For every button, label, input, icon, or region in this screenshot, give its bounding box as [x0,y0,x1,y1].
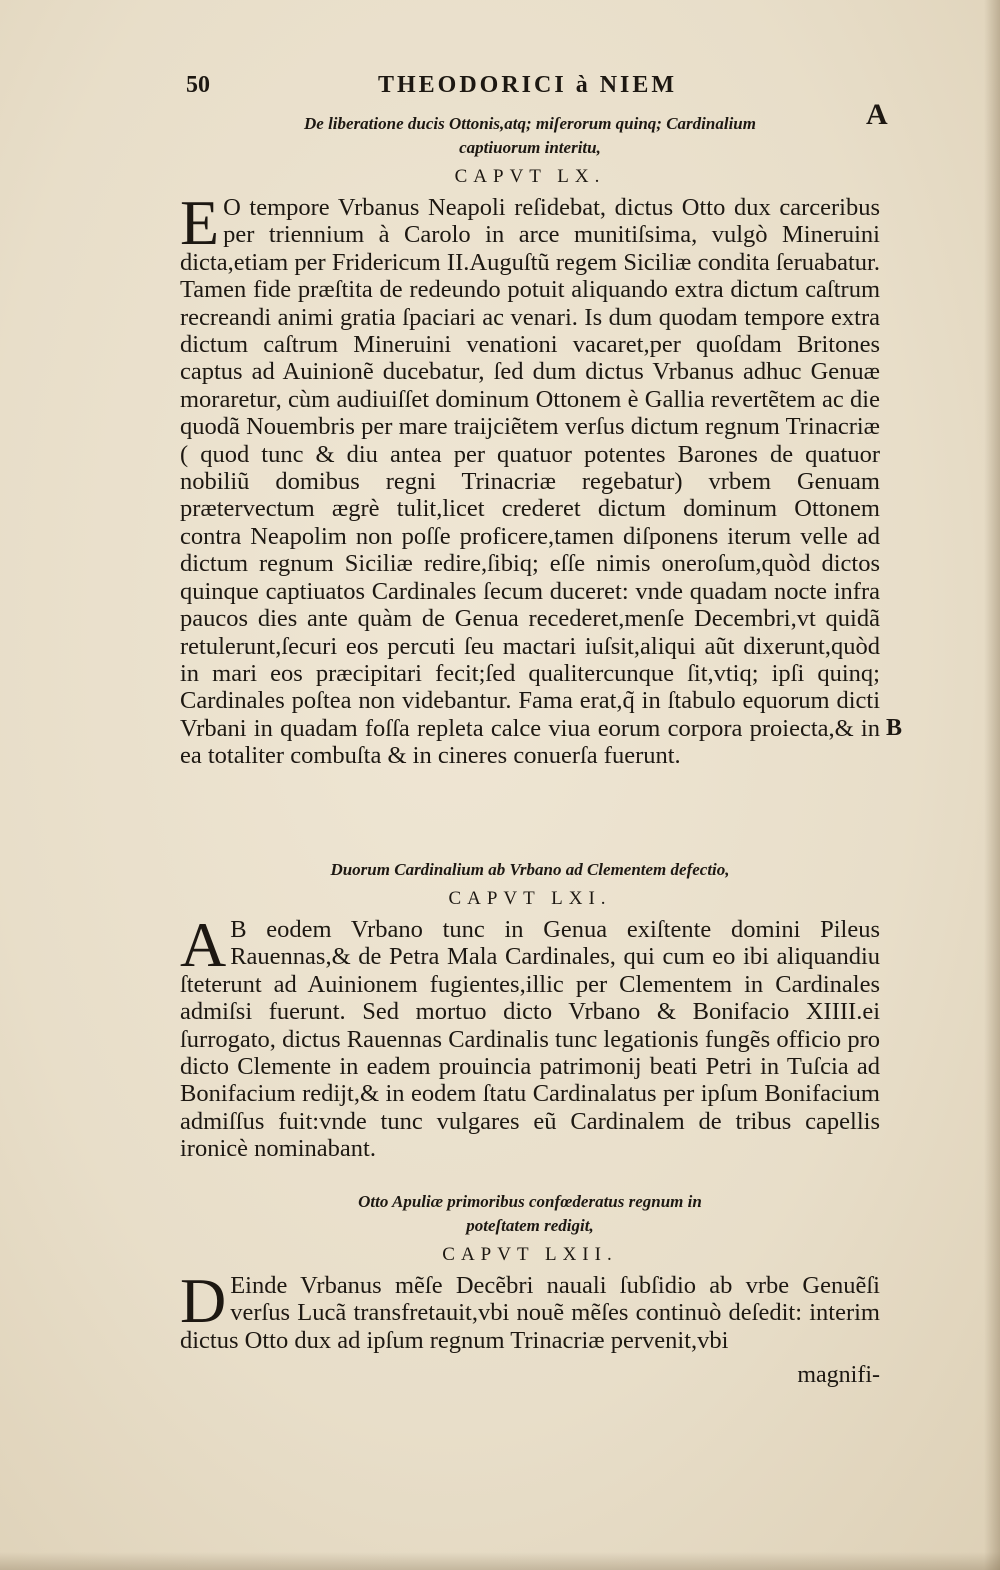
drop-cap: A [180,909,227,980]
page-header [0,72,1000,106]
section-text: B eodem Vrbano tunc in Genua exiſtente domini Pileus Rauennas,& de Petra Mala Cardinales, qui cum eo ibi aliquandiu ſteterunt ad Auinionem fugientes,illic per Clementem in Cardinales admiſsi fuerunt. Sed mortuo dicto Vrbano & Bonifacio XIIII.ei ſurrogato, dictus Rauennas Cardinalis tunc legationis fungẽs officio pro dicto Clemente in eadem prouincia patrimonij beati Petri in Tuſcia ad Bonifacium redijt,& in eodem ſtatu Cardinalatus per ipſum Bonifacium admiſſus fuit:vnde tunc vulgares eũ Cardinalem de tribus capellis ironicè nominabant. [180,916,880,1163]
page-number: 50 [186,72,210,98]
running-title: THEODORICI à NIEM [378,72,678,98]
section-title: De liberatione ducis Ottonis,atq; miſerorum quinq; Cardinalium captiuorum interitu, [304,114,756,157]
section-text: Einde Vrbanus mẽſe Decẽbri nauali ſubſidio ab vrbe Genuẽſi verſus Lucã transfretauit,vbi nouẽ mẽſes continuò deſedit: interim dictus Otto dux ad ipſum regnum Trinacriæ pervenit,vbi [180,1272,880,1354]
section-text: O tempore Vrbanus Neapoli reſidebat, dictus Otto dux carceribus per triennium à Carolo in arce munitiſsima, vulgò Mineruini dicta,etiam per Fridericum II.Auguſtũ regem Siciliæ condita ſeruabatur. Tamen fide præſtita de redeundo potuit aliquando extra dictum caſtrum recreandi animi gratia ſpaciari ac venari. Is dum quodam tempore extra dictum caſtrum Mineruini venationi vacaret,per quoſdam Britones captus ad Auinionẽ ducebatur, ſed dum dictus Vrbanus adhuc Genuæ moraretur, cùm audiuiſſet dominum Ottonem è Gallia revertẽtem ac die quodã Nouembris per mare traijciẽtem verſus dictum regnum Trinacriæ ( quod tunc & diu antea per quatuor potentes Barones de quatuor nobiliũ domibus regni Trinacriæ regebatur) vrbem Genuam prætervectum ægrè tulit,licet crederet dictum dominum Ottonem contra Neapolim non poſſe proficere,tamen diſponens iterum velle ad dictum regnum Siciliæ redire,ſibiq; eſſe nimis oneroſum,quòd dictos quinque captiuatos Cardinales ſecum duceret: vnde quadam nocte infra paucos dies ante quàm de Genua recederet,menſe Decembri,vt quidã retulerunt,ſecuri eos percuti ſeu mactari iuſsit,aliqui aũt dixerunt,quòd in mari eos præcipitari fecit;ſed qualitercunque ſit,vtiq; ipſi quinq; Cardinales poſtea non videbantur. Fama erat,q̃ in ſtabulo equorum dicti Vrbani in quadam foſſa repleta calce viua eorum corpora proiecta,& in ea totaliter combuſta & in cineres conuerſa fuerunt. [180,194,880,770]
margin-letter-a: A [866,98,888,131]
section-title: Duorum Cardinalium ab Vrbano ad Clementem defectio, [330,860,730,879]
drop-cap: E [180,187,220,258]
section-body [180,909,880,1163]
page-spine-shadow [984,0,1000,1570]
chapter-heading: CAPVT LXII. [442,1244,618,1265]
catchword: magnifi- [797,1362,880,1388]
drop-cap: D [180,1265,227,1336]
chapter-heading: CAPVT LXI. [448,888,612,909]
chapter-heading: CAPVT LX. [454,166,606,187]
page-bottom-shadow [0,1552,1000,1570]
section-chapter-60 [180,112,880,770]
margin-letter-b: B [886,715,903,741]
section-chapter-62 [180,1190,880,1354]
section-body [180,1265,880,1354]
section-title: Otto Apuliæ primoribus confœderatus regnum in poteſtatem redigit, [358,1192,702,1235]
section-body [180,187,880,770]
section-chapter-61 [180,858,880,1163]
